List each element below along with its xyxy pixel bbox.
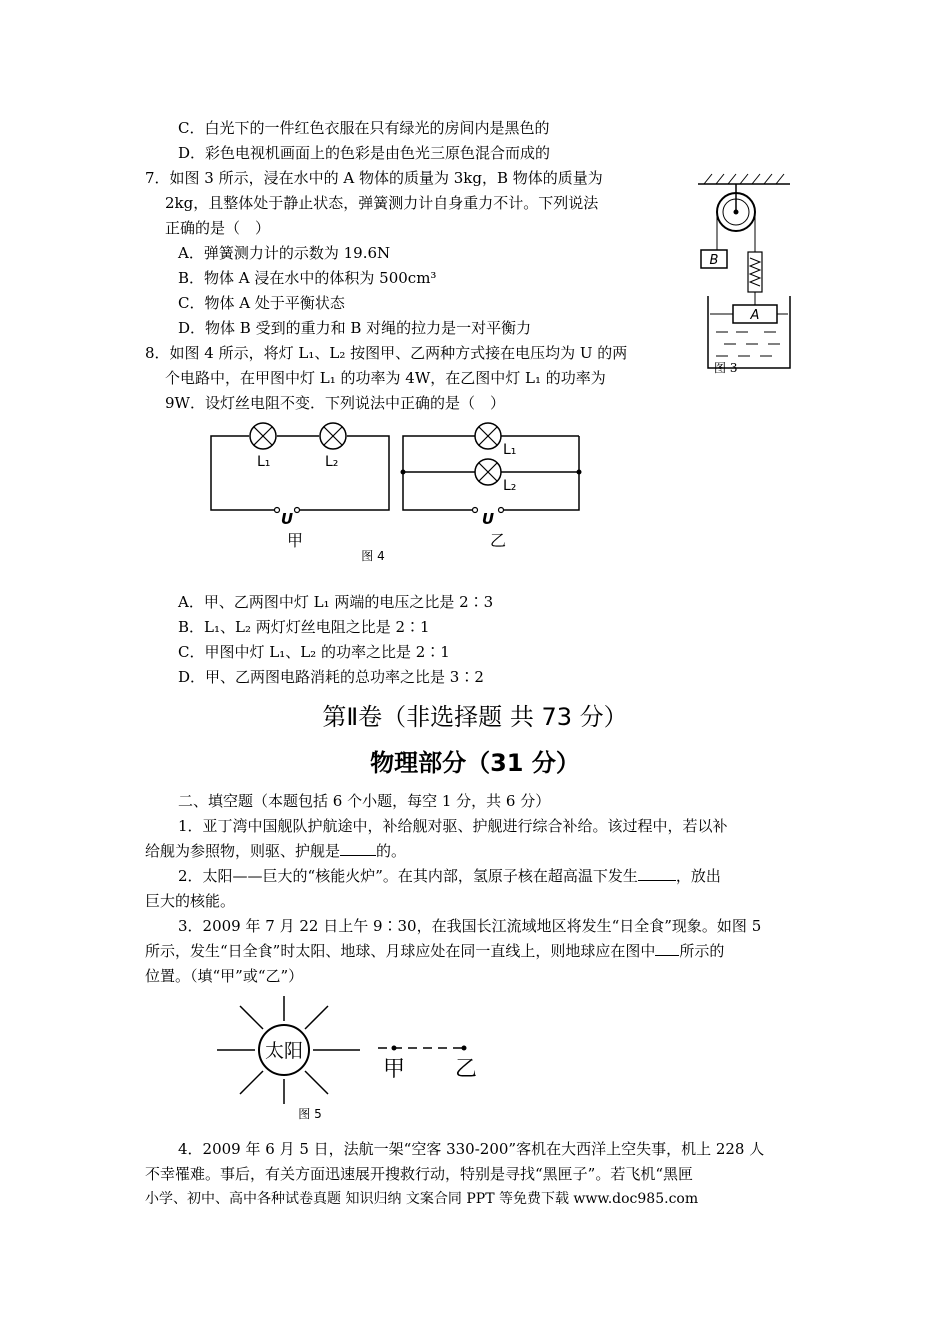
fill-q2-line2: 巨大的核能。 (145, 892, 236, 910)
q8-option-c: C．甲图中灯 L₁、L₂ 的功率之比是 2∶1 (178, 643, 450, 661)
fill-section-header: 二、填空题（本题包括 6 个小题，每空 1 分，共 6 分） (178, 792, 551, 810)
jia-u-label: U (280, 510, 294, 528)
figure-3-caption: 图 3 (714, 361, 738, 375)
fill-q1-suffix: 的。 (376, 842, 407, 860)
fill-q2-blank[interactable] (638, 866, 676, 881)
q8-option-b: B．L₁、L₂ 两灯灯丝电阻之比是 2∶1 (178, 618, 430, 636)
fill-q2-suffix: ，放出 (675, 867, 721, 885)
jia-l1-label: L₁ (257, 454, 271, 470)
yi-l2-label: L₂ (503, 478, 517, 494)
figure-3-pulley-diagram (690, 168, 800, 380)
jia-l2-label: L₂ (325, 454, 339, 470)
q6-option-d: D．彩色电视机画面上的色彩是由色光三原色混合而成的 (178, 144, 551, 162)
q7-option-c: C．物体 A 处于平衡状态 (178, 294, 345, 312)
position-yi-label: 乙 (454, 1057, 478, 1082)
yi-u-label: U (481, 510, 495, 528)
circuit-yi (403, 423, 579, 510)
q6-option-c: C．白光下的一件红色衣服在只有绿光的房间内是黑色的 (178, 119, 550, 137)
fill-q1-prefix: 给舰为参照物，则驱、护舰是 (145, 842, 341, 860)
fill-q1-line1: 1．亚丁湾中国舰队护航途中，补给舰对驱、护舰进行综合补给。该过程中，若以补 (178, 817, 728, 835)
fill-q1-blank[interactable] (340, 841, 376, 856)
yi-label: 乙 (489, 531, 507, 550)
fill-q3-line1: 3．2009 年 7 月 22 日上午 9∶30，在我国长江流域地区将发生“日全食”现象。如图 5 (178, 917, 762, 935)
figure-5-caption: 图 5 (298, 1107, 322, 1121)
jia-label: 甲 (286, 531, 304, 550)
figure-5-sun-diagram (212, 992, 502, 1122)
q8-stem-line2: 个电路中，在甲图中灯 L₁ 的功率为 4W，在乙图中灯 L₁ 的功率为 (165, 369, 606, 387)
fill-q4-line1: 4．2009 年 6 月 5 日，法航一架“空客 330-200”客机在大西洋上空失事，机上 228 人 (178, 1140, 765, 1158)
block-a-label: A (750, 308, 760, 323)
q7-stem-line1: 7．如图 3 所示，浸在水中的 A 物体的质量为 3kg，B 物体的质量为 (145, 169, 603, 187)
figure-4-circuits (205, 420, 590, 570)
fill-q3-line3: 位置。（填“甲”或“乙”） (145, 967, 304, 985)
q8-option-d: D．甲、乙两图电路消耗的总功率之比是 3∶2 (178, 668, 484, 686)
position-jia-label: 甲 (382, 1057, 406, 1082)
q8-option-a: A．甲、乙两图中灯 L₁ 两端的电压之比是 2∶3 (178, 593, 494, 611)
q8-stem-line1: 8．如图 4 所示，将灯 L₁、L₂ 按图甲、乙两种方式接在电压均为 U 的两 (145, 344, 628, 362)
q7-option-b: B．物体 A 浸在水中的体积为 500cm³ (178, 269, 437, 287)
circuit-jia (211, 423, 389, 510)
fill-q3-suffix: 所示的 (679, 942, 725, 960)
fill-q2-line1 (178, 866, 721, 886)
fill-q2-prefix: 2．太阳——巨大的“核能火炉”。在其内部，氢原子核在超高温下发生 (178, 867, 638, 885)
fill-q1-line2 (145, 841, 406, 861)
q7-stem-line3: 正确的是（ ） (165, 219, 271, 237)
fill-q4-line2: 不幸罹难。事后，有关方面迅速展开搜救行动，特别是寻找“黑匣子”。若飞机“黑匣 (145, 1165, 694, 1183)
physics-section-title: 物理部分（31 分） (370, 749, 580, 777)
sun-label: 太阳 (264, 1040, 304, 1062)
q7-option-d: D．物体 B 受到的重力和 B 对绳的拉力是一对平衡力 (178, 319, 532, 337)
fill-q3-blank[interactable] (655, 941, 679, 956)
page-footer: 小学、初中、高中各种试卷真题 知识归纳 文案合同 PPT 等免费下载 www.doc985.com (145, 1191, 699, 1207)
yi-l1-label: L₁ (503, 442, 517, 458)
q7-option-a: A．弹簧测力计的示数为 19.6N (178, 244, 391, 262)
q8-stem-line3: 9W．设灯丝电阻不变．下列说法中正确的是（ ） (165, 394, 505, 412)
part-2-title: 第Ⅱ卷（非选择题 共 73 分） (322, 703, 628, 731)
q7-stem-line2: 2kg，且整体处于静止状态，弹簧测力计自身重力不计。下列说法 (165, 194, 599, 212)
figure-4-caption: 图 4 (361, 549, 385, 563)
fill-q3-line2 (145, 941, 724, 961)
fill-q3-prefix: 所示，发生“日全食”时太阳、地球、月球应处在同一直线上，则地球应在图中 (145, 942, 656, 960)
block-b-label: B (709, 253, 719, 268)
